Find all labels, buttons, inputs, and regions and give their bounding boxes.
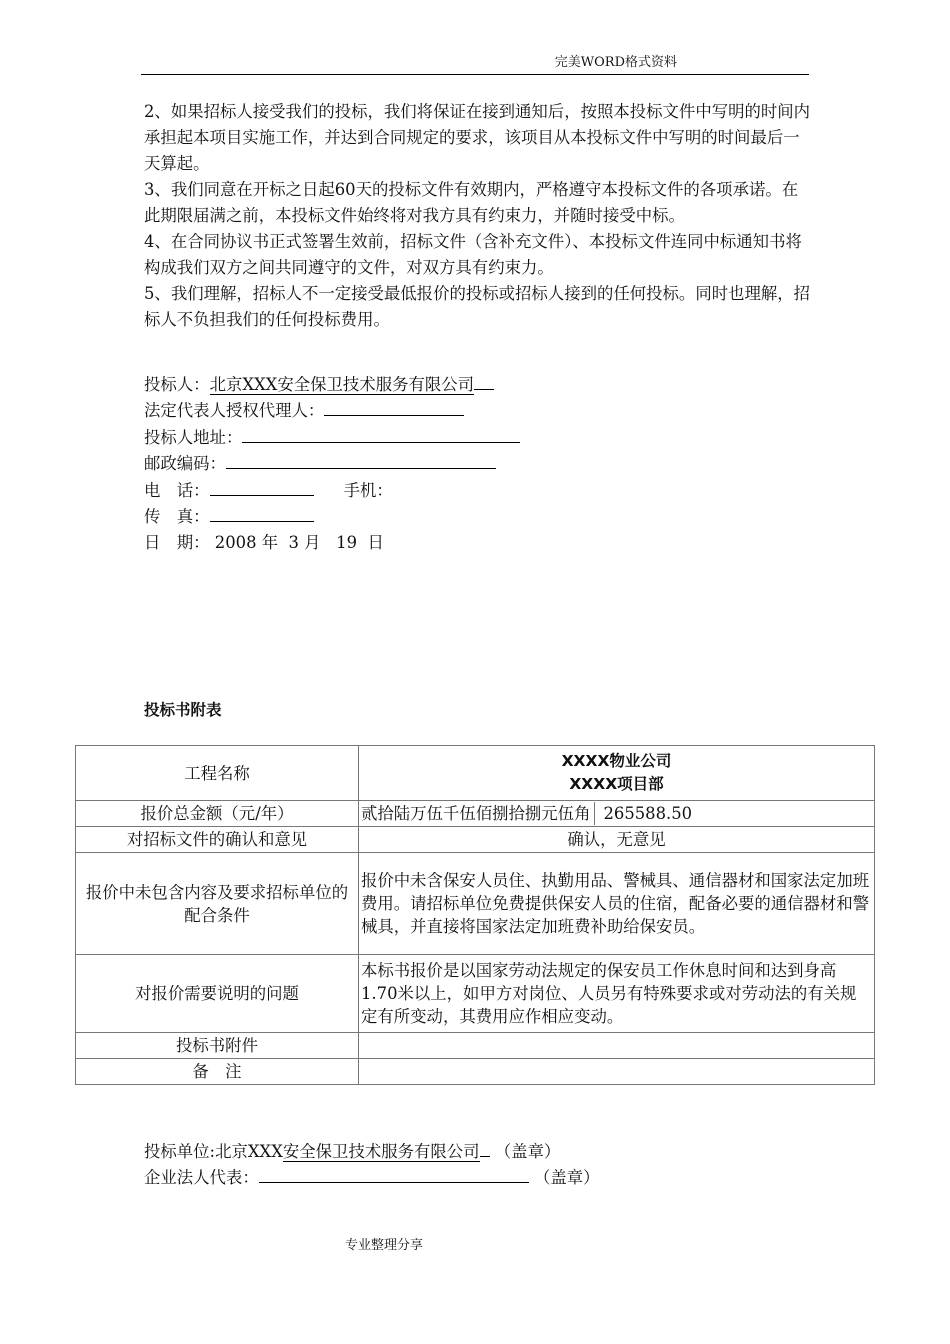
attachment-label: 投标书附件 [76,1033,359,1059]
table-row [76,801,875,827]
commitment-paragraphs [144,99,812,333]
address-label: 投标人地址： [144,427,243,447]
page-header [141,54,809,75]
fax-blank[interactable] [210,505,314,522]
unit-signature-block [144,1139,600,1191]
remark-label: 备 注 [76,1059,359,1085]
agent-blank[interactable] [324,399,464,416]
excluded-label: 报价中未包含内容及要求招标单位的配合条件 [76,853,359,955]
rep-seal: （盖章） [533,1168,600,1187]
project-department: XXXX项目部 [569,775,664,793]
table-row [76,746,875,801]
page-footer: 专业整理分享 [345,1238,424,1253]
confirm-label: 对招标文件的确认和意见 [76,827,359,853]
unit-row [144,1139,600,1165]
date-label: 日 期： [144,533,210,553]
notes-value: 本标书报价是以国家劳动法规定的保安员工作休息时间和达到身高1.70米以上，如甲方对岗位、人员另有特殊要求或对劳动法的有关规定有所变动，其费用应作相应变动。 [359,955,875,1033]
attachment-value [359,1033,875,1059]
project-company: XXXX物业公司 [561,752,672,770]
postcode-blank[interactable] [226,452,496,469]
appendix-title: 投标书附表 [144,701,222,719]
bidder-label: 投标人： [144,375,210,394]
phone-row [144,478,520,504]
paragraph-3: 3、我们同意在开标之日起60天的投标文件有效期内，严格遵守本投标文件的各项承诺。在此期限届满之前，本投标文件始终将对我方具有约束力，并随时接受中标。 [144,180,799,225]
amount-in-words: 贰拾陆万伍千伍佰捌拾捌元伍角 [361,802,595,825]
rep-row [144,1165,600,1191]
postcode-label: 邮政编码： [144,454,226,474]
phone-blank[interactable] [210,479,314,496]
address-blank[interactable] [242,426,520,443]
bidder-signature-block [144,372,520,557]
header-text: 完美WORD格式资料 [554,55,677,70]
remark-value [359,1059,875,1085]
table-row [76,853,875,955]
address-row [144,425,520,451]
unit-underline-tail [480,1140,490,1157]
date-value: 2008 年 3 月 19 日 [214,533,384,553]
bidder-underline-tail [474,373,494,390]
agent-label: 法定代表人授权代理人： [144,401,325,421]
confirm-value: 确认，无意见 [359,827,875,853]
agent-row [144,398,520,424]
postcode-row [144,451,520,477]
paragraph-4: 4、在合同协议书正式签署生效前，招标文件（含补充文件）、本投标文件连同中标通知书将构成我们双方之间共同遵守的文件，对双方具有约束力。 [144,232,802,277]
phone-label: 电 话： [144,480,210,500]
fax-row [144,504,520,530]
table-row [76,1033,875,1059]
date-row [144,530,520,556]
table-row [76,827,875,853]
paragraph-2: 2、如果招标人接受我们的投标，我们将保证在接到通知后，按照本投标文件中写明的时间内承担起本项目实施工作，并达到合同规定的要求，该项目从本投标文件中写明的时间最后一天算起。 [144,102,811,173]
project-name-value [359,746,875,801]
amount-label: 报价总金额（元/年） [76,801,359,827]
excluded-value: 报价中未含保安人员住、执勤用品、警械具、通信器材和国家法定加班费用。请招标单位免费提供保安人员的住宿，配备必要的通信器材和警械具，并直接将国家法定加班费补助给保安员。 [359,853,875,955]
table-row [76,1059,875,1085]
rep-label: 企业法人代表： [144,1168,259,1187]
paragraph-5: 5、我们理解，招标人不一定接受最低报价的投标或招标人接到的任何投标。同时也理解，招标人不负担我们的任何投标费用。 [144,284,811,329]
bidder-row [144,372,520,398]
unit-value: 安全保卫技术服务有限公司 [282,1142,480,1161]
unit-label: 投标单位: [144,1142,216,1161]
fax-label: 传 真： [144,506,210,526]
mobile-label: 手机： [343,480,393,500]
amount-number: 265588.50 [603,804,693,823]
appendix-table [75,745,875,1085]
unit-seal: （盖章） [494,1142,561,1161]
notes-label: 对报价需要说明的问题 [76,955,359,1033]
unit-prefix: 北京XXX [215,1142,283,1161]
project-name-label: 工程名称 [76,746,359,801]
table-row [76,955,875,1033]
bidder-value: 北京XXX安全保卫技术服务有限公司 [209,375,475,394]
rep-blank[interactable] [259,1166,529,1183]
amount-value [359,801,875,827]
